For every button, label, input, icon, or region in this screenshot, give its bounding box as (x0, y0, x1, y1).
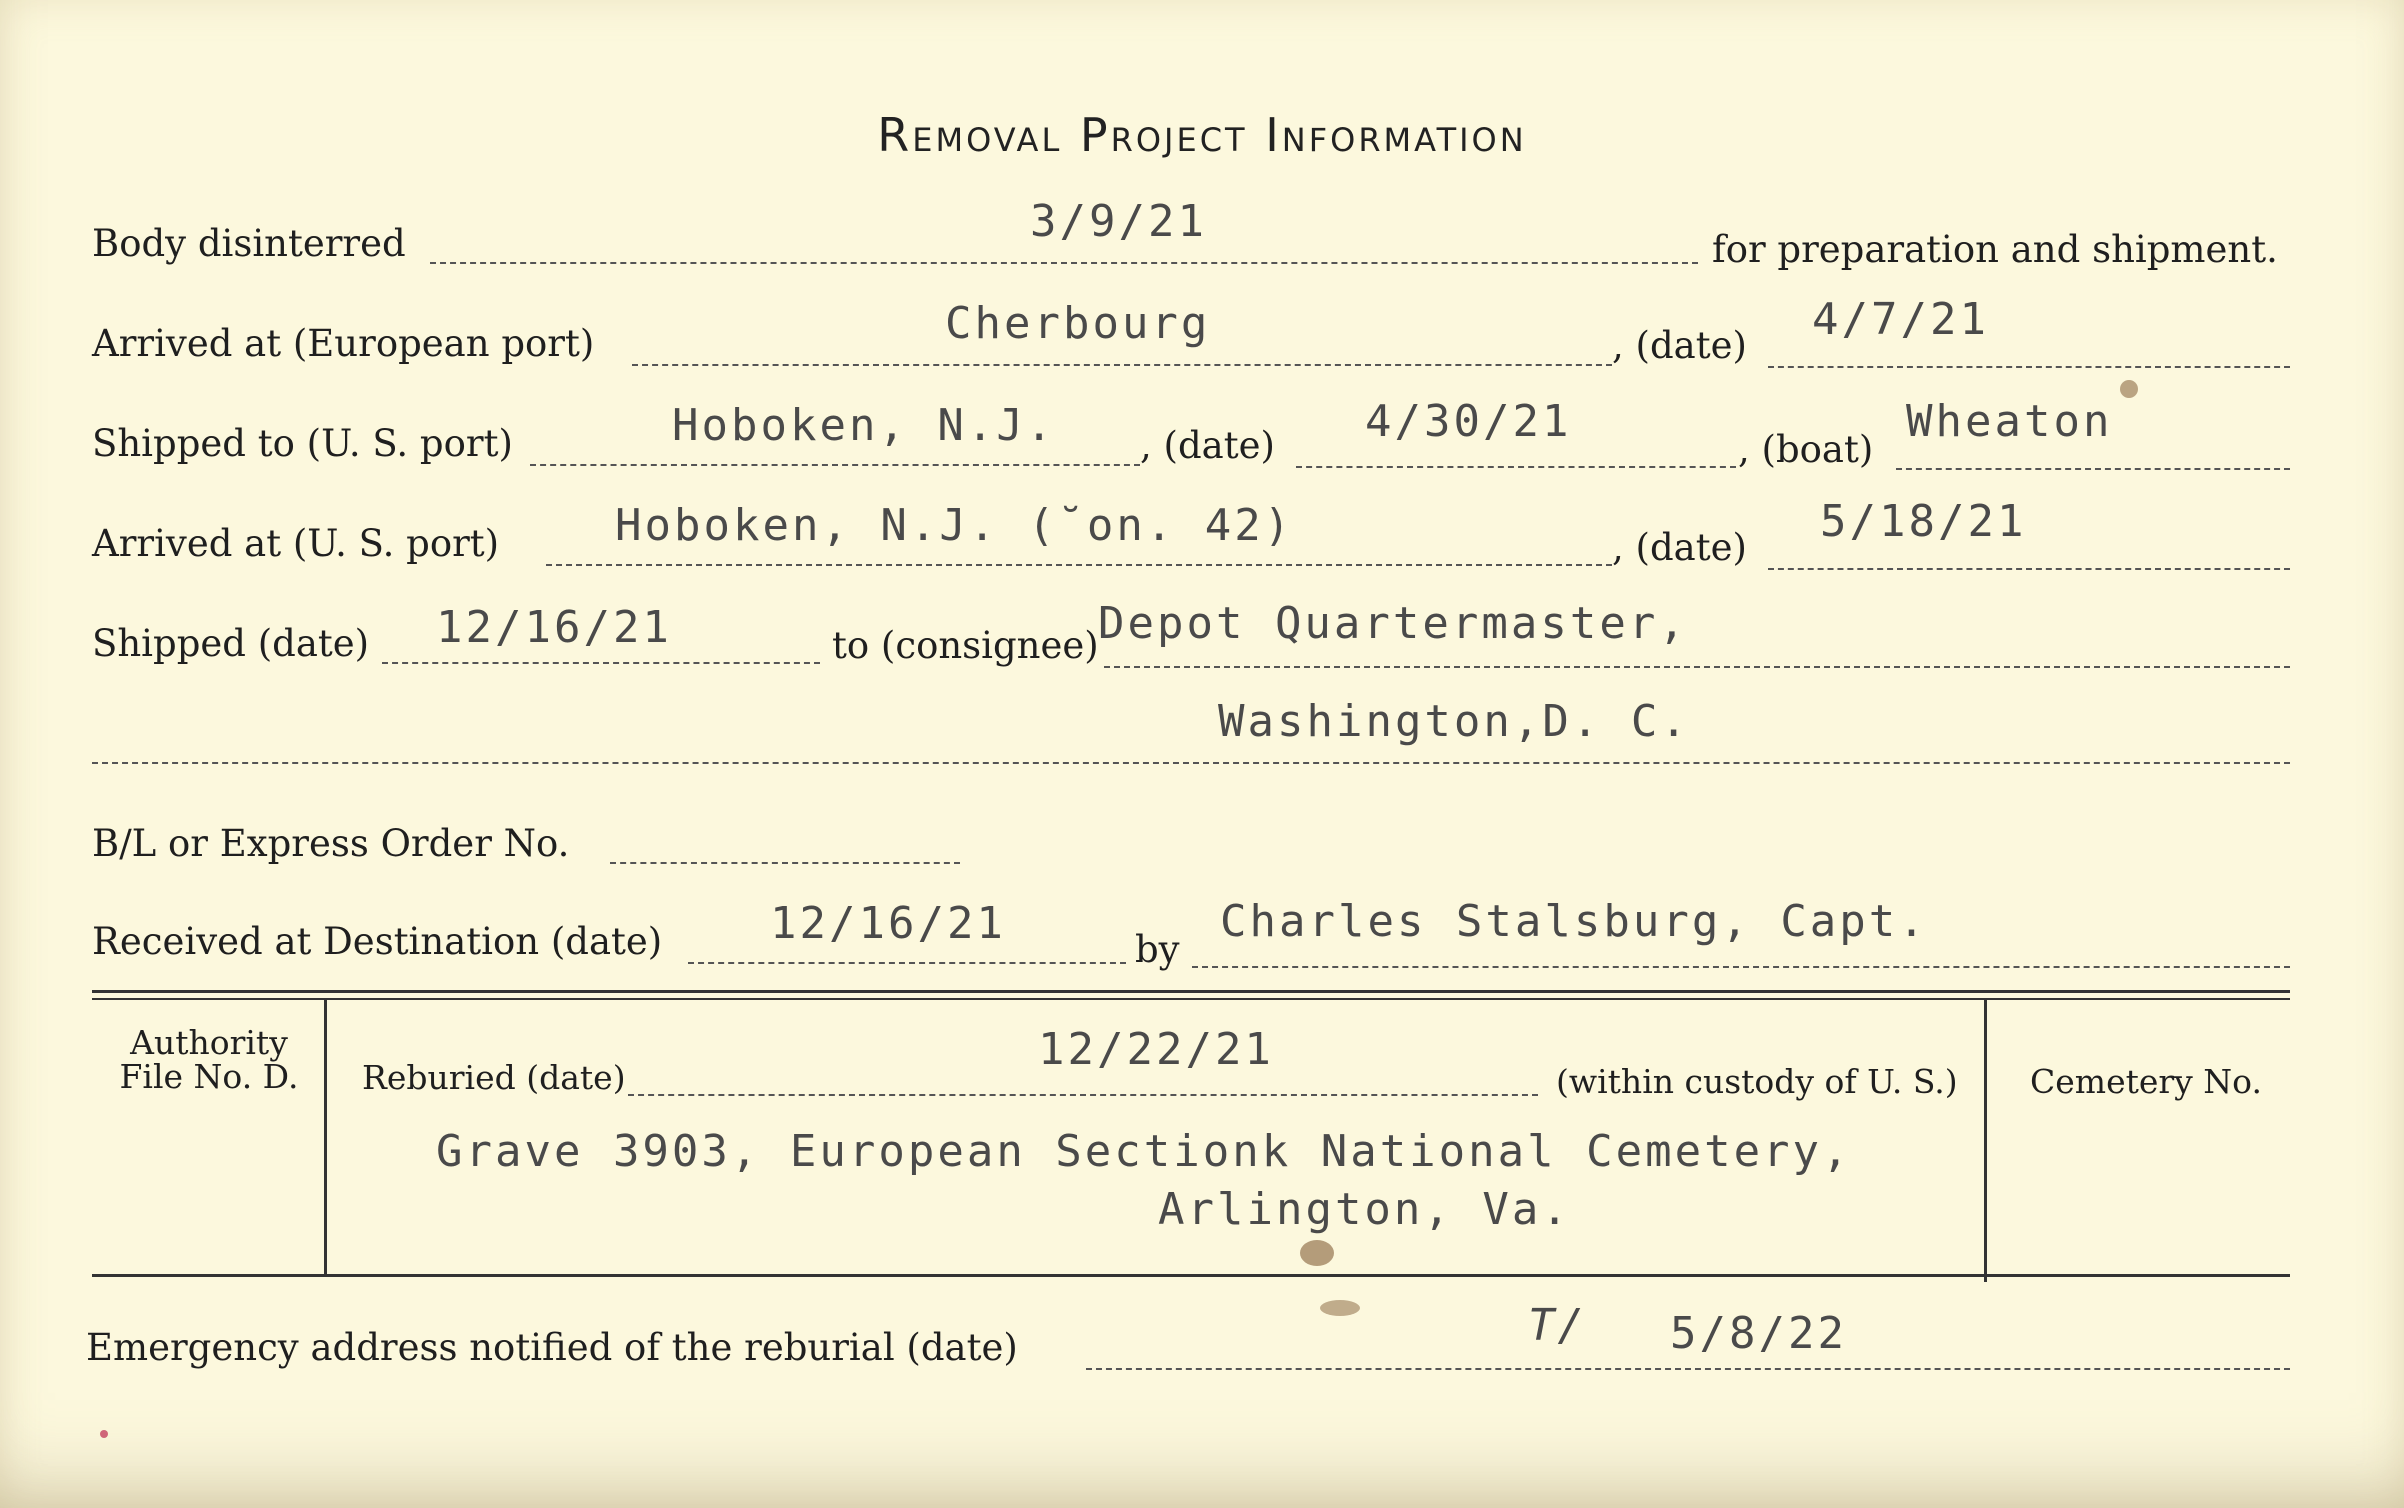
bl-line (610, 862, 960, 864)
shipped-us-line (530, 464, 1140, 466)
arrived-european-date-line (1768, 366, 2290, 368)
cemetery-label: Cemetery No. (2030, 1062, 2262, 1101)
emergency-line (1086, 1368, 2290, 1370)
arrived-us-label: Arrived at (U. S. port) (92, 522, 500, 565)
received-by-label: by (1135, 928, 1180, 971)
arrived-european-port: Cherbourg (945, 298, 1211, 349)
ink-stain (1300, 1240, 1334, 1266)
shipped-us-boat-line (1896, 468, 2290, 470)
ink-stain (100, 1430, 108, 1438)
reburied-date: 12/22/21 (1038, 1024, 1274, 1075)
arrived-european-date: 4/7/21 (1812, 294, 1989, 345)
consignee-line (1104, 666, 2290, 668)
body-disinterred-value: 3/9/21 (1030, 196, 1207, 247)
consignee-label: to (consignee) (832, 624, 1099, 667)
shipped-us-boat: Wheaton (1906, 396, 2113, 447)
received-label: Received at Destination (date) (92, 920, 663, 963)
emergency-label: Emergency address notified of the reburial (date) (86, 1326, 1018, 1369)
consignee-line-2: Washington,D. C. (1218, 696, 1690, 747)
arrived-us-line (546, 564, 1612, 566)
authority-label-line-1: Authority (130, 1023, 288, 1062)
emergency-initial: T/ (1528, 1300, 1587, 1351)
shipped-us-date-label: , (date) (1140, 424, 1275, 467)
ink-stain (2120, 380, 2138, 398)
received-by-line (1192, 966, 2290, 968)
shipped-us-label: Shipped to (U. S. port) (92, 422, 513, 465)
reburied-line (628, 1094, 1538, 1096)
received-date-line (688, 962, 1126, 964)
shipped-us-date: 4/30/21 (1365, 396, 1572, 447)
custody-label: (within custody of U. S.) (1556, 1062, 1958, 1101)
grave-location-line-2: Arlington, Va. (1158, 1184, 1571, 1235)
bl-label: B/L or Express Order No. (92, 822, 570, 865)
box-divider-right (1984, 1000, 1987, 1282)
authority-label (96, 1023, 322, 1096)
reburied-label: Reburied (date) (362, 1058, 626, 1097)
grave-location-line-1: Grave 3903, European Sectionk National Cemetery, (436, 1126, 1852, 1177)
arrived-us-date-line (1768, 568, 2290, 570)
consignee-continuation-line (92, 762, 2290, 764)
arrived-us-port: Hoboken, N.J. (˘on. 42) (615, 500, 1294, 551)
received-by: Charles Stalsburg, Capt. (1220, 896, 1928, 947)
arrived-us-date: 5/18/21 (1820, 496, 2027, 547)
shipped-date-value: 12/16/21 (436, 602, 672, 653)
authority-label-line-2: File No. D. (119, 1057, 299, 1096)
box-divider-left (324, 1000, 327, 1274)
box-top-rule (92, 990, 2290, 993)
body-disinterred-line (430, 262, 1698, 264)
ink-stain (1320, 1300, 1360, 1316)
box-top-rule-2 (92, 998, 2290, 1000)
body-disinterred-suffix: for preparation and shipment. (1712, 228, 2278, 271)
shipped-date-label: Shipped (date) (92, 622, 370, 665)
box-bottom-rule (92, 1274, 2290, 1277)
arrived-european-date-label: , (date) (1612, 324, 1747, 367)
shipped-date-line (382, 662, 820, 664)
emergency-date: 5/8/22 (1670, 1308, 1847, 1359)
card-title: Removal Project Information (877, 108, 1527, 162)
shipped-us-date-line (1296, 466, 1736, 468)
received-date: 12/16/21 (770, 898, 1006, 949)
arrived-european-line (632, 364, 1612, 366)
shipped-us-boat-label: , (boat) (1738, 428, 1874, 471)
body-disinterred-label: Body disinterred (92, 222, 406, 265)
consignee-line-1: Depot Quartermaster, (1098, 598, 1688, 649)
shipped-us-port: Hoboken, N.J. (672, 400, 1056, 451)
arrived-european-label: Arrived at (European port) (92, 322, 595, 365)
arrived-us-date-label: , (date) (1612, 526, 1747, 569)
